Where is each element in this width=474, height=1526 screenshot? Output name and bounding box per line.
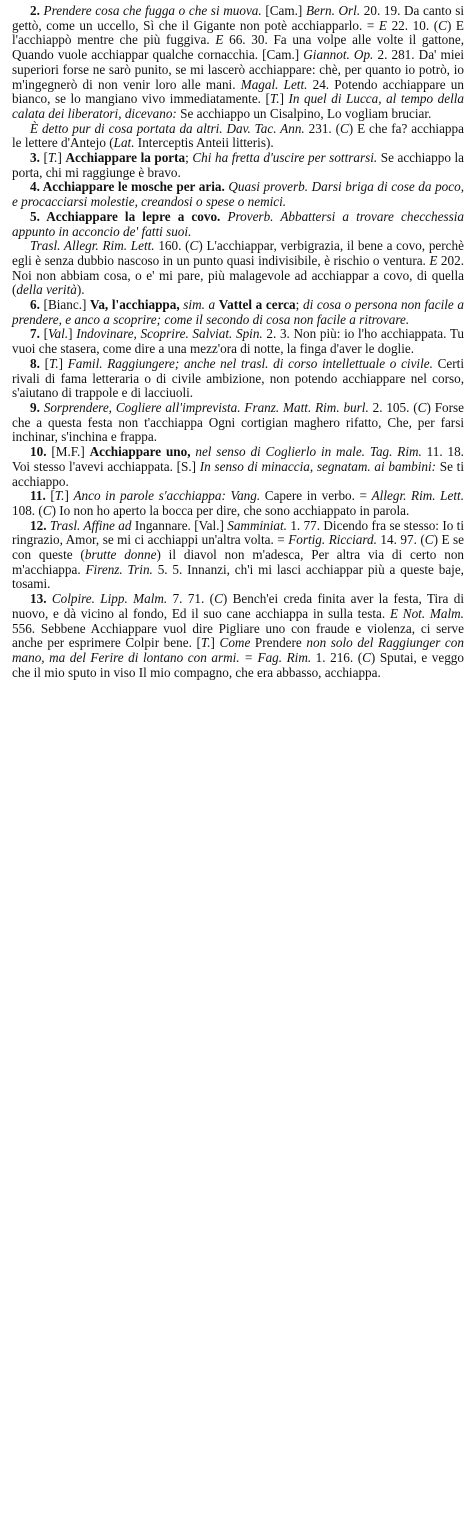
text-run: E xyxy=(215,32,230,48)
text-run: 2. xyxy=(30,3,44,18)
text-run: Bern. Orl. xyxy=(305,3,364,18)
text-run: Va, l'acchiappa, xyxy=(90,297,184,313)
text-run: T. xyxy=(269,91,280,107)
text-run: 4. xyxy=(30,179,43,195)
sense-5 xyxy=(12,210,464,239)
text-run: È detto pur di cosa portata da altri. Dav. Tac. Ann. xyxy=(30,120,309,136)
sense-6 xyxy=(12,298,464,327)
text-run: sim. a xyxy=(183,297,219,313)
text-run: 2. 3. Non più: io l'ho acchiappata. Tu vuoi che stasera, come dire a una mezz'ora di notte, la finga d'aver le doglie. xyxy=(12,326,465,357)
text-run: Famil. Raggiungere; anche nel trasl. di corso intellettuale o civile. xyxy=(67,355,438,371)
text-run: Capere in verbo. = xyxy=(264,488,372,504)
text-run: Come xyxy=(219,635,255,651)
text-run: nel senso di Coglierlo in male. Tag. Rim. xyxy=(195,444,427,460)
text-run: T. xyxy=(47,150,58,166)
text-run: 2. 105. ( xyxy=(372,399,418,415)
text-run: ) Sputai, e veggo che il mio sputo in viso Il mio compagno, che era abbasso, acchiappa. xyxy=(12,649,464,680)
text-run: Se acchiappo la porta, chi mi raggiunge è bravo. xyxy=(12,150,465,180)
sense-4 xyxy=(12,180,464,209)
text-run: T. xyxy=(54,488,65,504)
sense-5-translation xyxy=(12,239,464,298)
text-run: E xyxy=(429,252,441,268)
sense-2-figurative xyxy=(12,122,464,151)
text-run: Acchiappare la porta xyxy=(65,150,186,166)
text-run: [ xyxy=(43,150,48,166)
text-run: Se acchiappo un Cisalpino, Lo vogliam bruciar. xyxy=(180,105,432,121)
text-run: 160. ( xyxy=(158,238,190,254)
text-run: 1. 216. ( xyxy=(315,649,363,665)
text-run: della verità xyxy=(16,282,77,298)
sense-8 xyxy=(12,357,464,401)
text-run: T. xyxy=(49,355,59,371)
text-run: Vattel a cerca xyxy=(218,297,296,313)
text-run: ) Io non ho aperto la bocca per dire, che sono acchiappato in parola. xyxy=(51,502,410,518)
text-run: 108. ( xyxy=(12,502,43,518)
text-run: E Not. Malm. xyxy=(389,605,464,621)
sense-3 xyxy=(12,151,464,180)
text-run: ] xyxy=(64,488,74,504)
text-run: 231. ( xyxy=(308,120,340,136)
sense-11 xyxy=(12,489,464,518)
text-run: ) E che fa? acchiappa le lettere d'Antejo ( xyxy=(12,120,464,151)
text-run: 5. 5. Innanzi, ch'i mi lasci acchiappar più a queste baje, tosami. xyxy=(12,561,464,592)
text-run: [M.F.] xyxy=(51,444,90,460)
text-run: C xyxy=(362,649,371,665)
text-run: Trasl. Allegr. Rim. Lett. xyxy=(30,238,159,254)
text-run: 8. xyxy=(30,355,45,371)
text-run: 14. 97. ( xyxy=(380,532,425,548)
text-run: C xyxy=(417,399,427,415)
text-run: ) il diavol non m'adesca, Per altra via di certo non m'acchiappa. xyxy=(12,547,465,577)
text-run: 6. xyxy=(30,297,44,313)
text-run: Prendere xyxy=(254,635,307,651)
text-run: ) E l'acchiappò mentre che più fuggiva. xyxy=(12,17,464,48)
text-run: Acchiappare la lepre a covo. xyxy=(46,208,228,224)
text-run: 10. xyxy=(30,444,52,460)
text-run: 2. 281. Da' miei superiori forse ne sarò punito, se mi lascerò acchiappare: chè, per quanto io potrò, io m'ingegnerò di non venir loro alle mani. xyxy=(12,47,464,92)
text-run: 13. xyxy=(30,591,52,607)
text-run: 202. Noi non abbiam cosa, o e' mi pare, più malagevole ad acchiappar a covo, di quella ( xyxy=(12,252,464,298)
text-run: Sorprendere, Cogliere all'imprevista. Franz. Matt. Rim. burl. xyxy=(43,399,373,415)
text-run: 24. Potendo acchiappare un bianco, se lo mangiano vivo immediatamente. [ xyxy=(12,76,464,107)
text-run: 12. xyxy=(30,517,50,533)
text-run: di cosa o persona non facile a prendere, e anco a scoprire; come il secondo di cosa non facile a ritrovare. xyxy=(12,297,465,327)
text-run: ) Forse che a questa festa non t'acchiappa Ogni cortigian maghero rifatto, Che, per farsi inchinar, s'inchina e frappa. xyxy=(12,399,464,445)
sense-13 xyxy=(12,592,464,680)
text-run: Proverb. Abbattersi a trovare checchessia appunto in acconcio de' fatti suoi. xyxy=(12,208,464,239)
text-run: [Bianc.] xyxy=(43,297,91,313)
text-run: Allegr. Rim. Lett. xyxy=(371,488,464,504)
text-run: Val. xyxy=(47,326,69,342)
text-run: 5. xyxy=(30,208,47,224)
text-run: ] xyxy=(279,91,289,107)
text-run: non solo del Raggiunger con mano, ma del Ferire di lontano con armi. = Fag. Rim. xyxy=(12,635,464,665)
text-run: ) Bench'ei creda finita aver la festa, Tira di nuovo, e dà vicino al fondo, Ed il suo cane acchiappa in sulla testa. xyxy=(12,591,464,621)
text-run: Prendere cosa che fugga o che si muova. xyxy=(43,3,266,18)
text-run: 7. xyxy=(30,326,44,342)
text-run: Giannot. Op. xyxy=(303,47,378,63)
text-run: ] xyxy=(210,635,220,651)
text-run: 11. 18. Voi stesso l'avevi acchiappata. [S.] xyxy=(12,444,464,474)
text-run: Ingannare. [Val.] xyxy=(134,517,228,533)
text-run: [Cam.] xyxy=(265,3,306,18)
text-run: ; xyxy=(185,150,193,166)
text-run: Certi rivali di fama letteraria o di civile ambizione, non potendo acchiappare nel corso, s'aiutano di trappole e di lacciuoli. xyxy=(12,355,464,401)
text-run: ) E se con queste ( xyxy=(12,532,465,563)
text-run: Fortig. Ricciard. xyxy=(288,532,381,548)
text-run: In senso di minaccia, segnatam. ai bambini: xyxy=(199,458,440,474)
text-run: 1. 77. Dicendo fra se stesso: Io ti ringrazio, Amor, se mi ci acchiappi un'altra volta. = xyxy=(12,517,465,548)
text-run: 556. Sebbene Acchiappare vuol dire Pigliare uno con fraude e violenza, ci serve anche per esprimere Colpir bene. [ xyxy=(12,620,464,651)
text-run: E xyxy=(378,17,392,33)
text-run: 9. xyxy=(30,399,44,415)
text-run: 22. 10. ( xyxy=(391,17,439,33)
text-run: [ xyxy=(43,326,48,342)
text-run: ) L'acchiappar, verbigrazia, il bene a covo, perchè egli è senza dubbio nascoso in un punto quasi indivisibile, è rischio o ventura. xyxy=(12,238,464,268)
text-run: Anco in parole s'acchiappa: Vang. xyxy=(73,488,265,504)
text-run: 20. 19. Da canto si gettò, come un uccello, Sì che il Gigante non potè acchiapparlo. = xyxy=(12,3,464,33)
text-run: C xyxy=(340,120,349,136)
text-run: 7. 71. ( xyxy=(172,591,215,607)
text-run: ). xyxy=(76,282,85,298)
text-run: Indovinare, Scoprire. Salviat. Spin. xyxy=(76,326,267,342)
text-run: C xyxy=(424,532,434,548)
text-run: ] xyxy=(68,326,77,342)
text-run: Lat. xyxy=(113,135,138,151)
text-run: C xyxy=(214,591,223,607)
text-run: Trasl. Affine ad xyxy=(49,517,135,533)
sense-10 xyxy=(12,445,464,489)
sense-7 xyxy=(12,327,464,356)
text-run: brutte donne xyxy=(84,547,157,563)
text-run: C xyxy=(189,238,199,254)
text-run: Magal. Lett. xyxy=(240,76,313,92)
sense-9 xyxy=(12,401,464,445)
text-run: ; xyxy=(295,297,303,313)
text-run: C xyxy=(42,502,52,518)
text-run: C xyxy=(438,17,447,33)
text-run: Se ti acchiappo. xyxy=(12,458,465,489)
text-run: T. xyxy=(200,635,211,651)
text-run: Chi ha fretta d'uscire per sottrarsi. xyxy=(192,150,381,166)
text-run: ] xyxy=(57,150,66,166)
text-run: Firenz. Trin. xyxy=(85,561,158,577)
text-run: Interceptis Anteii litteris). xyxy=(137,135,274,151)
text-run: [ xyxy=(44,355,49,371)
sense-12 xyxy=(12,519,464,593)
sense-2 xyxy=(12,4,464,122)
text-run: [ xyxy=(50,488,55,504)
text-run: 11. xyxy=(30,488,51,504)
text-run: ] xyxy=(58,355,68,371)
text-run: 3. xyxy=(30,150,44,166)
text-run: Acchiappare uno, xyxy=(89,444,196,460)
text-run: In quel di Lucca, al tempo della calata dei liberatori, dicevano: xyxy=(12,91,464,121)
text-run: Acchiappare le mosche per aria. xyxy=(42,179,229,195)
text-run: 66. 30. Fa una volpe alle volte il gattone, Quando vuole acchiappar qualche cornacchia. [Cam.] xyxy=(12,32,465,63)
text-run: Samminiat. xyxy=(227,517,291,533)
text-run: Quasi proverb. Darsi briga di cose da poco, e procacciarsi molestie, creandosi o spese o nemici. xyxy=(12,179,464,210)
text-run: Colpire. Lipp. Malm. xyxy=(51,591,173,607)
